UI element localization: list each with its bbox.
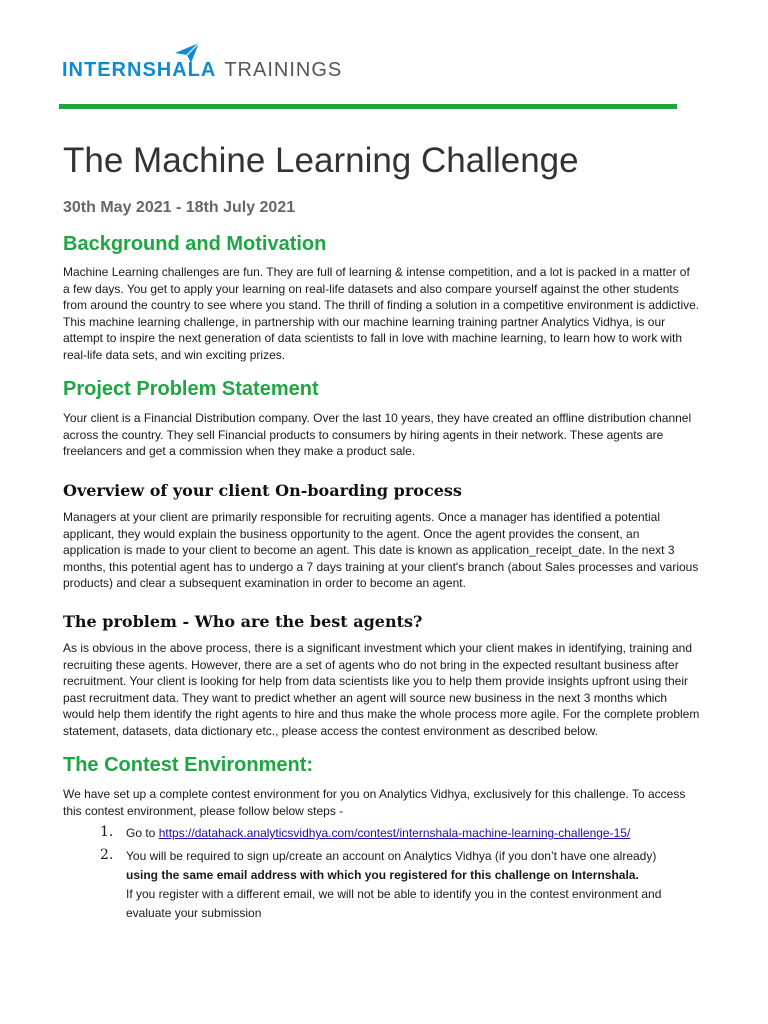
step-number: 1. (100, 824, 114, 840)
step-bold-text: using the same email address with which you registered for this challenge on Internshala. (126, 868, 639, 882)
text-line: application is made to your client to become an agent. This date is known as application_receipt_date. In the next 3 (63, 543, 675, 558)
text-line: real-life data sets, and win exciting prizes. (63, 347, 286, 362)
contest-steps-list (100, 824, 700, 923)
the-problem-paragraph (63, 640, 723, 740)
contest-paragraph (63, 786, 723, 819)
header-divider (59, 104, 677, 109)
text-line: As is obvious in the above process, there is a significant investment which your client makes in identifying, training and (63, 641, 692, 655)
text-line: products) and clear a subsequent examination in order to become an agent. (63, 576, 466, 591)
text-line: recruiting these agents. However, there are a set of agents who do not bring in the expected resultant business after (63, 657, 679, 672)
text-line: Managers at your client are primarily responsible for recruiting agents. Once a manager has identified a potential (63, 510, 660, 524)
background-paragraph (63, 264, 723, 364)
text-line: freelancers and get a commission when they make a product sale. (63, 444, 416, 459)
text-line: across the country. They sell Financial products to consumers by hiring agents in their network. These agents are (63, 427, 664, 442)
problem-statement-heading: Project Problem Statement (63, 378, 319, 400)
text-line: from around the country to see where you stand. The thrill of finding a solution in a competitive environment is addictive. (63, 298, 700, 313)
text-line: Your client is a Financial Distribution company. Over the last 10 years, they have created an offline distribution channel (63, 411, 692, 425)
text-line: past recruitment data. They want to predict whether an agent will source new business in the next 3 months which (63, 690, 668, 705)
text-line: months, this potential agent has to undergo a 7 days training at your client's branch (about Sales processes and various (63, 559, 699, 574)
challenge-dates: 30th May 2021 - 18th July 2021 (63, 199, 296, 216)
list-item (100, 824, 700, 843)
step-text: You will be required to sign up/create an account on Analytics Vidhya (if you don’t have one already) (126, 849, 657, 863)
problem-statement-paragraph (63, 410, 723, 460)
contest-heading: The Contest Environment: (63, 754, 314, 776)
logo-trainings-text: TRAININGS (224, 59, 343, 81)
step-number: 2. (100, 847, 114, 863)
internshala-logo[interactable] (62, 42, 342, 82)
text-line: applicant, they would explain the business opportunity to the agent. Once the agent provides the consent, an (63, 526, 640, 541)
logo-shala-text: SHALA (142, 59, 217, 81)
text-line: statement, datasets, data dictionary etc., please access the contest environment as described below. (63, 723, 598, 738)
text-line: This machine learning challenge, in partnership with our machine learning training partner Analytics Vidhya, is our (63, 314, 666, 329)
background-heading: Background and Motivation (63, 233, 327, 255)
text-line: attempt to inspire the next generation of data scientists to fall in love with machine learning, to learn how to work with (63, 331, 682, 346)
logo-intern-text: INTERN (62, 59, 143, 81)
the-problem-heading: The problem - Who are the best agents? (63, 612, 423, 631)
text-line: We have set up a complete contest environment for you on Analytics Vidhya, exclusively for this challenge. To access (63, 787, 686, 801)
text-line: recruitment. Your client is looking for help from data scientists like you to help them provide insights upfront using their (63, 674, 688, 689)
contest-link[interactable]: https://datahack.analyticsvidhya.com/contest/internshala-machine-learning-challenge-15/ (158, 826, 631, 840)
list-item (100, 847, 700, 923)
page-title: The Machine Learning Challenge (63, 141, 579, 180)
text-line: Machine Learning challenges are fun. They are full of learning & intense competition, and a lot is packed in a matter of (63, 265, 690, 279)
onboarding-paragraph (63, 509, 723, 592)
step-text: evaluate your submission (126, 906, 262, 920)
onboarding-heading: Overview of your client On-boarding process (63, 481, 462, 500)
text-line: a few days. You get to apply your learning on real-life datasets and also compare yourself against the other students (63, 281, 679, 296)
text-line: this contest environment, please follow below steps - (63, 803, 344, 818)
paper-plane-icon (174, 42, 200, 64)
step-text: If you register with a different email, we will not be able to identify you in the contest environment and (126, 887, 662, 901)
text-line: would help them identify the right agents to hire and thus make the whole process more agile. For the complete problem (63, 707, 700, 722)
step-text: Go to (126, 826, 159, 840)
